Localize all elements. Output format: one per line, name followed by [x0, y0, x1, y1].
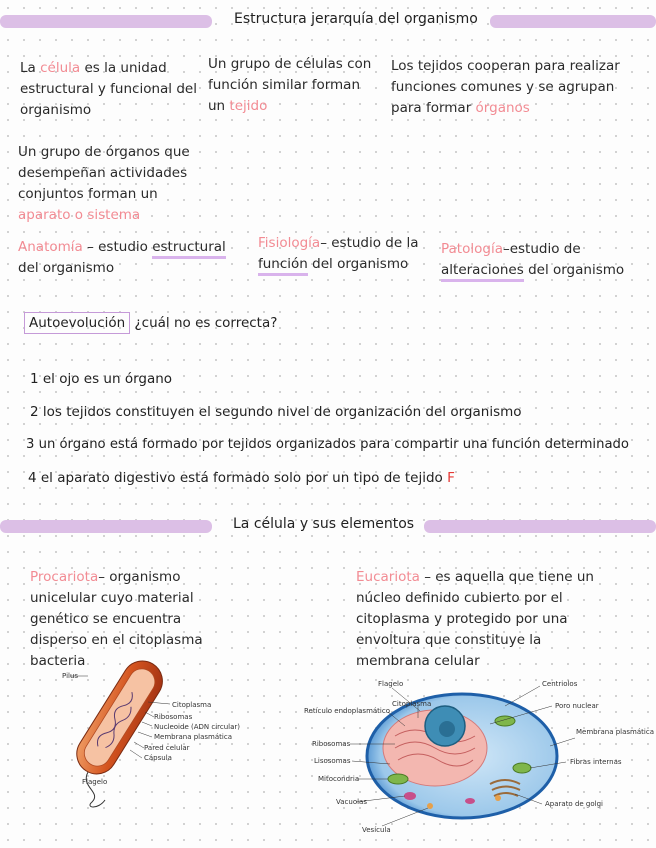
lysosome-shape [465, 798, 475, 804]
label-flagelo: Flagelo [378, 680, 404, 688]
label-pared: Pared celular [144, 744, 190, 752]
label-capsula: Cápsula [144, 754, 172, 762]
label-poro: Poro nuclear [555, 702, 599, 710]
label-citoplasma: Citoplasma [172, 701, 212, 709]
def-patologia: Patología–estudio de alteraciones del organismo [441, 239, 631, 281]
label-ribosomas: Ribosomas [312, 740, 351, 748]
quiz-option: 1 el ojo es un órgano [30, 371, 173, 387]
mitochondria-shape [388, 774, 408, 784]
mitochondria-shape [513, 763, 531, 773]
label-pilus: Pilus [62, 672, 79, 680]
def-anatomia: Anatomía – estudio estructural del organismo [18, 239, 226, 276]
bacteria-diagram [30, 662, 270, 812]
label-membrana: Membrana plasmática [154, 733, 232, 741]
vesicle-shape [495, 795, 501, 801]
heading-band-left-2 [0, 520, 212, 533]
note-cell: La célula es la unidad estructural y funcional del organismo [20, 60, 197, 118]
lysosome-shape [404, 792, 416, 800]
false-mark: F [447, 470, 455, 486]
note-procariota: Procariota– organismo unicelular cuyo material genético se encuentra disperso en el citoplasma bacteria [30, 569, 203, 669]
nucleolus-shape [439, 721, 455, 737]
note-tissue: Un grupo de células con función similar forman un tejido [208, 56, 372, 114]
quiz-question [24, 315, 277, 331]
section-title-cell: La célula y sus elementos [233, 516, 415, 532]
label-lisosomas: Lisosomas [314, 757, 351, 765]
note-eucariota: Eucariota – es aquella que tiene un núcleo definido cubierto por el citoplasma y protegido por una envoltura que constituye la membrana celular [356, 569, 594, 669]
label-vacuolas: Vacuolas [336, 798, 367, 806]
heading-band-right [490, 15, 656, 28]
note-organs: Los tejidos cooperan para realizar funciones comunes y se agrupan para formar órganos [391, 58, 620, 116]
quiz-label-box: Autoevolución [24, 312, 130, 334]
quiz-option: 3 un órgano está formado por tejidos organizados para compartir una función determinado [26, 437, 629, 452]
label-membrana: Membrana plasmática [576, 728, 654, 736]
note-system: Un grupo de órganos que desempeñan actividades conjuntos forman un aparato o sistema [18, 144, 190, 223]
quiz-question-text: ¿cuál no es correcta? [134, 315, 278, 331]
label-golgi: Aparato de golgi [545, 800, 603, 808]
quiz-option: 2 los tejidos constituyen el segundo nivel de organización del organismo [30, 404, 522, 420]
label-nucleoide: Nucleoide (ADN circular) [154, 723, 240, 731]
section-title-hierarchy: Estructura jerarquía del organismo [234, 11, 478, 27]
label-vesicula: Vesícula [362, 826, 391, 834]
quiz-option: 4 el aparato digestivo está formado solo por un tipo de tejido F [28, 470, 455, 486]
eukaryote-diagram [300, 676, 654, 838]
label-flagelo: Flagelo [82, 778, 108, 786]
label-citoplasma: Citoplasma [392, 700, 432, 708]
label-mitocondria: Mitocondria [318, 775, 360, 783]
label-fibras: Fibras internas [570, 758, 622, 766]
label-centriolos: Centriolos [542, 680, 578, 688]
heading-band-right-2 [424, 520, 656, 533]
label-ribosomas: Ribosomas [154, 713, 193, 721]
label-reticulo: Retículo endoplasmático [304, 707, 391, 715]
def-fisiologia: Fisiología– estudio de la función del organismo [258, 233, 433, 275]
heading-band-left [0, 15, 212, 28]
